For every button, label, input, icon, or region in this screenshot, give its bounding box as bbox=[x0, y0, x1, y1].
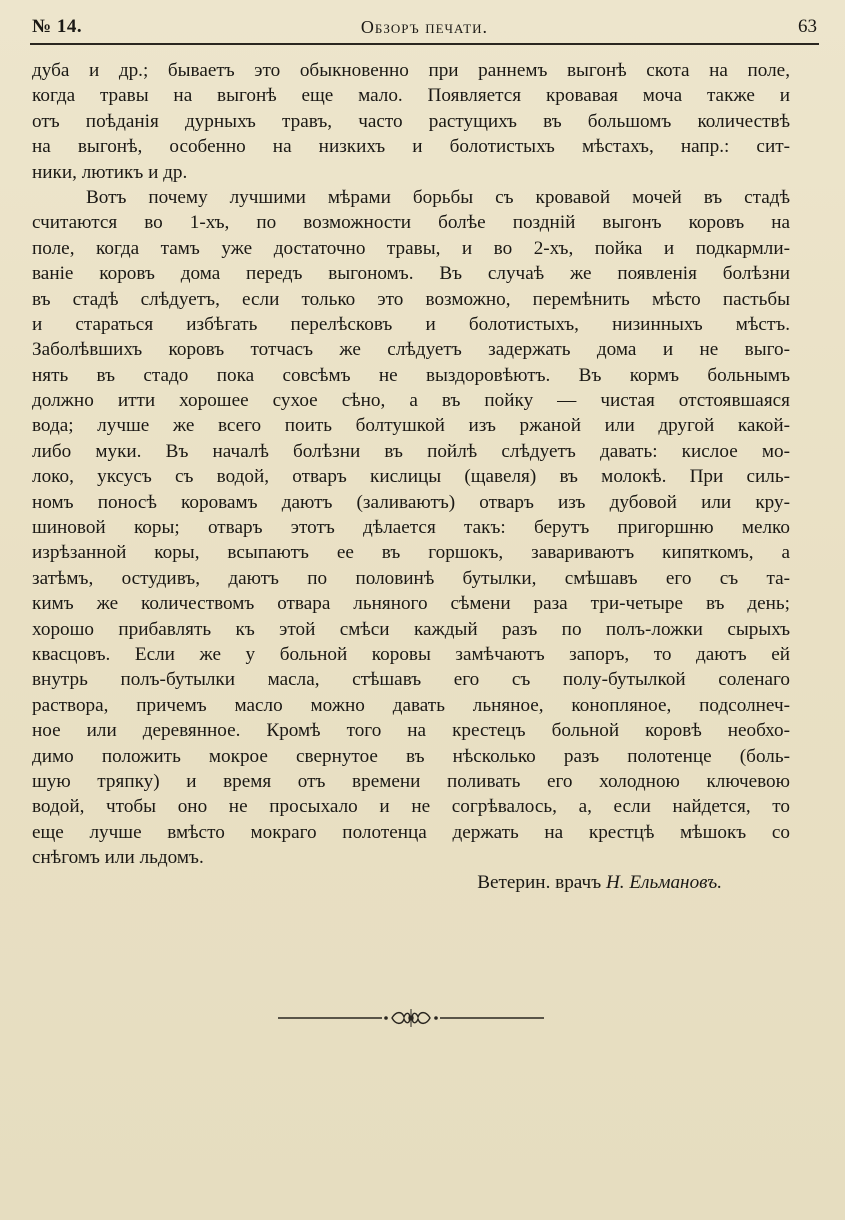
text-line: дуба и др.; бываетъ это обыкновенно при раннемъ выгонѣ скота на поле, bbox=[32, 60, 790, 81]
text-line: локо, уксусъ съ водой, отваръ кислицы (щавеля) въ молокѣ. При силь- bbox=[32, 466, 790, 488]
text-line: ники, лютикъ и др. bbox=[32, 161, 188, 183]
text-line: еще лучше вмѣсто мокраго полотенца держать на крестцѣ мѣшокъ со bbox=[32, 821, 790, 843]
issue-number: № 14. bbox=[32, 16, 83, 37]
text-line: считаются во 1-хъ, по возможности болѣе поздній выгонъ коровъ на bbox=[32, 212, 790, 234]
ornament-divider bbox=[278, 1008, 544, 1028]
signature bbox=[32, 872, 722, 894]
text-line: и стараться избѣгать перелѣсковъ и болотистыхъ, низинныхъ мѣстъ. bbox=[32, 313, 790, 335]
text-line: внутрь полъ-бутылки масла, стѣшавъ его съ полу-бутылкой соленаго bbox=[32, 669, 790, 691]
text-line: должно итти хорошее сухое сѣно, а въ пойку — чистая отстоявшаяся bbox=[32, 390, 790, 412]
article-body bbox=[32, 58, 790, 871]
header-rule bbox=[30, 43, 819, 45]
text-line: раствора, причемъ масло можно давать льняное, конопляное, подсолнеч- bbox=[32, 694, 790, 716]
text-line: нять въ стадо пока совсѣмъ не выздоровѣютъ. Въ кормъ больнымъ bbox=[32, 364, 790, 386]
text-line: хорошо прибавлять къ этой смѣси каждый разъ по полъ-ложки сырыхъ bbox=[32, 618, 790, 640]
signature-title: Ветерин. врачъ bbox=[477, 872, 602, 893]
text-line: квасцовъ. Если же у больной коровы замѣчаютъ запоръ, то даютъ ей bbox=[32, 643, 790, 665]
text-line: ное или деревянное. Кромѣ того на крестецъ больной коровѣ необхо- bbox=[32, 720, 790, 742]
text-line: на выгонѣ, особенно на низкихъ и болотистыхъ мѣстахъ, напр.: сит- bbox=[32, 136, 790, 158]
signature-name: Н. Ельмановъ. bbox=[605, 872, 722, 893]
text-line: кимъ же количествомъ отвара льняного сѣмени раза три-четыре въ день; bbox=[32, 593, 790, 615]
text-line: когда травы на выгонѣ еще мало. Появляется кровавая моча также и bbox=[32, 85, 790, 107]
text-line: поле, когда тамъ уже достаточно травы, и во 2-хъ, пойка и подкармли- bbox=[32, 237, 790, 259]
text-line: Заболѣвшихъ коровъ тотчасъ же слѣдуетъ задержать дома и не выго- bbox=[32, 339, 790, 361]
text-line: изрѣзанной коры, всыпаютъ ее въ горшокъ, завариваютъ кипяткомъ, а bbox=[32, 542, 790, 564]
text-line: либо муки. Въ началѣ болѣзни въ пойлѣ слѣдуетъ давать: кислое мо- bbox=[32, 440, 790, 462]
text-line: водой, чтобы оно не просыхало и не согрѣвалось, а, если найдется, то bbox=[32, 796, 790, 818]
text-line: димо положить мокрое свернутое въ нѣсколько разъ полотенце (боль- bbox=[32, 745, 790, 767]
text-line: вода; лучше же всего поить болтушкой изъ ржаной или другой какой- bbox=[32, 415, 790, 437]
text-line: Вотъ почему лучшими мѣрами борьбы съ кровавой мочей въ стадѣ bbox=[86, 186, 790, 208]
text-line: въ стадѣ слѣдуетъ, если только это возможно, перемѣнить мѣсто пастьбы bbox=[32, 288, 790, 310]
page-number: 63 bbox=[798, 16, 817, 37]
text-line: отъ поѣданія дурныхъ травъ, часто растущихъ въ большомъ количествѣ bbox=[32, 110, 790, 132]
text-line: номъ поносѣ коровамъ даютъ (заливаютъ) отваръ изъ дубовой или кру- bbox=[32, 491, 790, 513]
text-line: шиновой коры; отваръ этотъ дѣлается такъ: берутъ пригоршню мелко bbox=[32, 517, 790, 539]
text-line: шую тряпку) и время отъ времени поливать его холодною ключевою bbox=[32, 770, 790, 792]
text-line: ваніе коровъ дома передъ выгономъ. Въ случаѣ же появленія болѣзни bbox=[32, 263, 790, 285]
page-header bbox=[32, 14, 817, 42]
running-title: Обзоръ печати. bbox=[360, 17, 489, 37]
text-line: затѣмъ, остудивъ, даютъ по половинѣ бутылки, смѣшавъ его съ та- bbox=[32, 567, 790, 589]
text-line: снѣгомъ или льдомъ. bbox=[32, 847, 204, 869]
